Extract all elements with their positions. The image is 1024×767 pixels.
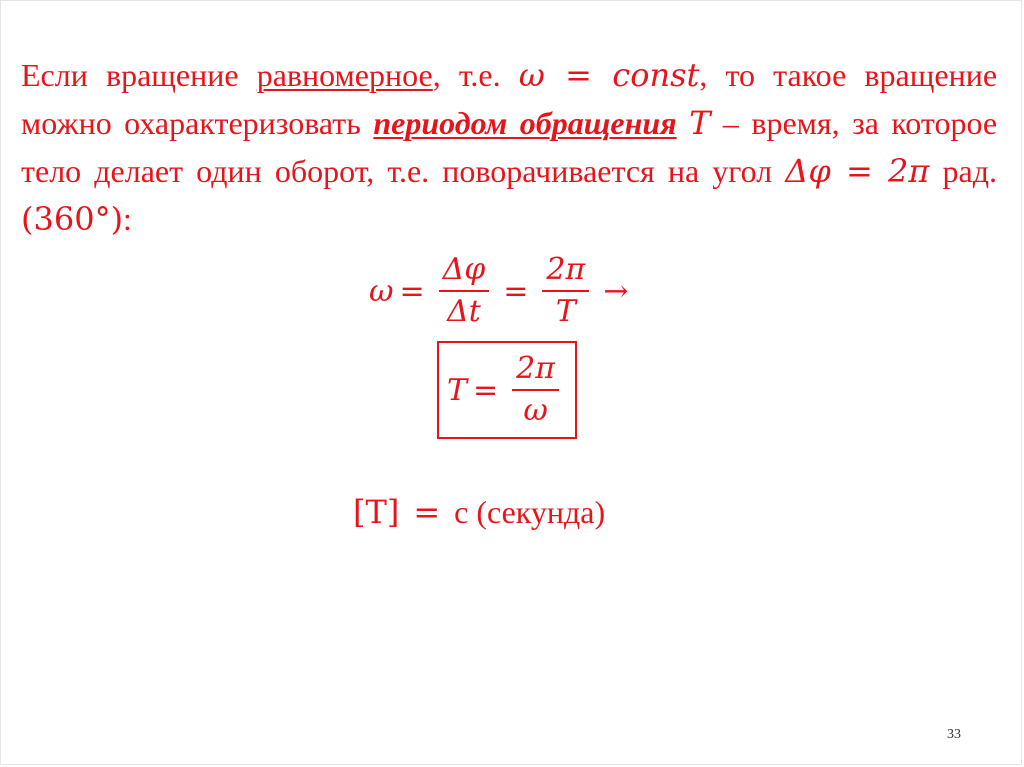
fraction-numerator: Δφ <box>442 252 486 287</box>
period-formula-box <box>437 341 577 439</box>
fraction-denominator: Δt <box>447 294 481 329</box>
unit-text: с (секунда) <box>454 494 606 530</box>
math-degrees: (360°) <box>21 200 124 238</box>
angular-velocity-equation <box>369 241 634 341</box>
fraction-denominator: ω <box>523 393 548 428</box>
eq-equals: = <box>473 372 499 408</box>
fraction-numerator: 2π <box>516 351 555 386</box>
fraction-numerator: 2π <box>546 252 586 287</box>
eq-period: T <box>447 372 468 408</box>
math-period-symbol: T <box>689 104 711 142</box>
text-segment: Если вращение <box>21 57 257 93</box>
fraction-2pi-omega <box>512 349 559 431</box>
eq-omega: ω <box>369 273 394 309</box>
text-segment: : <box>123 201 132 237</box>
text-segment: , т.е. <box>432 57 519 93</box>
definition-paragraph <box>21 51 997 243</box>
math-omega-const: ω = const <box>518 56 700 94</box>
arrow-icon: → <box>603 273 629 309</box>
text-segment: рад. <box>929 153 998 189</box>
eq-equals: = <box>413 493 441 531</box>
text-segment <box>677 105 689 141</box>
text-segment: – время, за которое тело делает один оборот, т.е. поворачивается на угол <box>21 105 998 189</box>
fraction-denominator: T <box>555 294 576 329</box>
fraction-2pi-T <box>542 250 589 332</box>
period-unit-line <box>353 493 605 531</box>
eq-equals: = <box>503 273 529 309</box>
fraction-dphi-dt <box>439 250 490 332</box>
page-number: 33 <box>947 727 961 742</box>
unit-bracket-T: [T] <box>353 493 400 531</box>
math-angle: Δφ = 2π <box>785 152 930 190</box>
underlined-term: равномерное <box>256 57 433 93</box>
text-segment: , то такое вращение можно охарактеризовать <box>21 57 998 141</box>
key-term: периодом обращения <box>373 105 677 141</box>
eq-equals: = <box>399 273 425 309</box>
